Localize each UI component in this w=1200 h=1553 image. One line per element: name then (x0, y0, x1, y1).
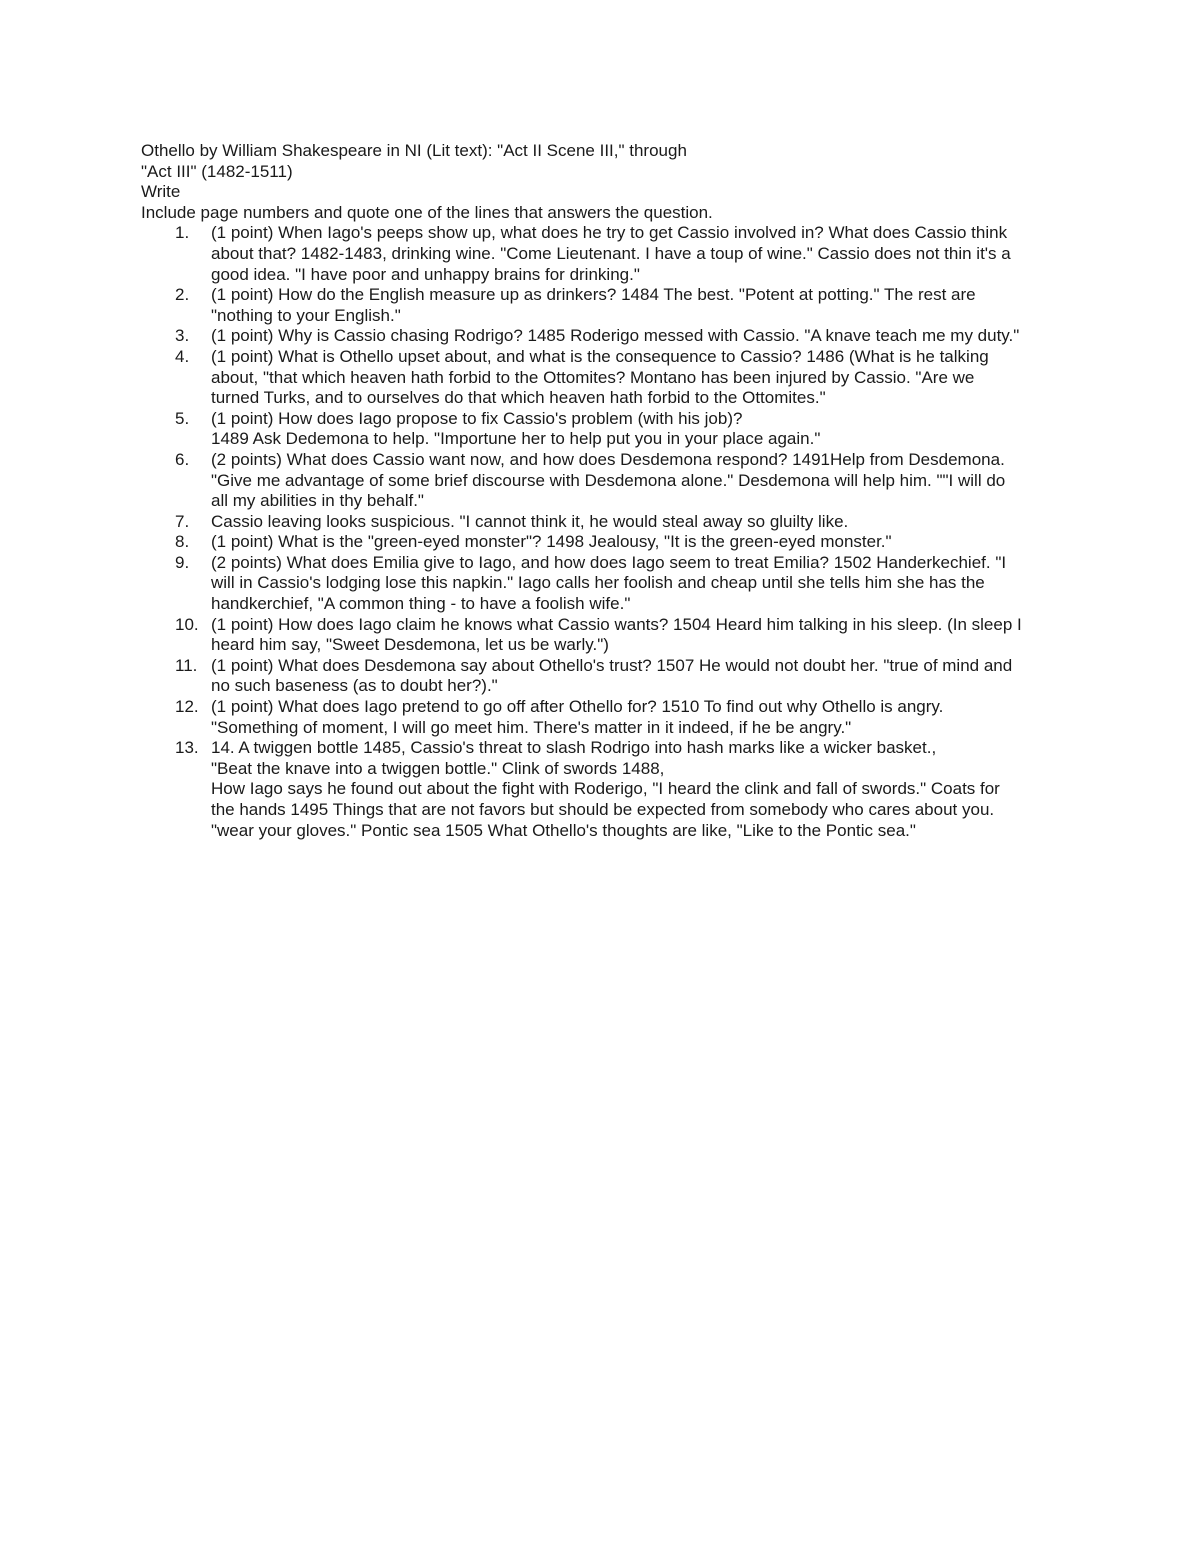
question-text-line: about, "that which heaven hath forbid to the Ottomites? Montano has been injured by Cassio. "Are we (211, 367, 975, 387)
question-text-line: "nothing to your English." (211, 305, 401, 325)
question-text-line: the hands 1495 Things that are not favors but should be expected from somebody who cares about you. (211, 800, 995, 819)
question-item (141, 326, 1071, 347)
question-text-line: "Something of moment, I will go meet him. There's matter in it indeed, if he be angry." (211, 717, 852, 737)
question-list (141, 223, 1071, 841)
question-item (141, 450, 1071, 512)
question-text-line: 14. A twiggen bottle 1485, Cassio's threat to slash Rodrigo into hash marks like a wicker basket., (211, 738, 937, 758)
document-title-line-1: Othello by William Shakespeare in NI (Lit text): "Act II Scene III," through (141, 141, 687, 160)
question-text-line: "Beat the knave into a twiggen bottle." Clink of swords 1488, (211, 758, 665, 778)
question-number: 13. (175, 738, 199, 758)
question-number: 12. (175, 697, 199, 717)
question-text-line: (1 point) What is Othello upset about, and what is the consequence to Cassio? 1486 (What is he talking (211, 346, 989, 366)
document-title-line-2: "Act III" (1482-1511) (141, 161, 293, 181)
question-text-line: no such baseness (as to doubt her?)." (211, 676, 498, 696)
question-item (141, 347, 1071, 409)
question-text-line: about that? 1482-1483, drinking wine. "Come Lieutenant. I have a toup of wine." Cassio does not thin it's a (211, 243, 1011, 263)
question-text-line: How Iago says he found out about the fight with Roderigo, "I heard the clink and fall of swords." Coats for (211, 779, 1000, 799)
question-text-line: (2 points) What does Emilia give to Iago, and how does Iago seem to treat Emilia? 1502 Handerkechief. "I (211, 552, 1007, 572)
question-number: 9. (175, 552, 190, 572)
instructions: Include page numbers and quote one of the lines that answers the question. (141, 202, 713, 222)
question-text-line: good idea. "I have poor and unhappy brains for drinking." (211, 264, 640, 284)
question-text-line: handkerchief, "A common thing - to have a foolish wife." (211, 594, 631, 614)
question-text-line: (1 point) How do the English measure up as drinkers? 1484 The best. "Potent at potting." The rest are (211, 285, 976, 305)
question-item (141, 285, 1071, 326)
question-text-line: Cassio leaving looks suspicious. "I cannot think it, he would steal away so gluilty like. (211, 511, 849, 531)
question-number: 10. (175, 614, 199, 634)
question-text-line: 1489 Ask Dedemona to help. "Importune her to help put you in your place again." (211, 429, 821, 449)
question-item (141, 656, 1071, 697)
question-number: 1. (175, 223, 190, 243)
question-number: 8. (175, 532, 190, 552)
question-number: 2. (175, 285, 190, 305)
question-text-line: (1 point) What does Desdemona say about Othello's trust? 1507 He would not doubt her. "true of mind and (211, 655, 1013, 675)
question-text-line: (1 point) How does Iago claim he knows what Cassio wants? 1504 Heard him talking in his sleep. (In sleep I (211, 614, 1022, 634)
question-item (141, 738, 1071, 841)
question-item (141, 553, 1071, 615)
question-text-line: (1 point) How does Iago propose to fix Cassio's problem (with his job)? (211, 408, 743, 428)
question-text-line: (1 point) Why is Cassio chasing Rodrigo? 1485 Roderigo messed with Cassio. "A knave teach me my duty." (211, 326, 1020, 346)
question-number: 6. (175, 449, 190, 469)
question-text-line: (1 point) When Iago's peeps show up, what does he try to get Cassio involved in? What does Cassio think (211, 223, 1008, 243)
question-item (141, 697, 1071, 738)
question-number: 7. (175, 511, 190, 531)
question-item (141, 532, 1071, 553)
question-item (141, 223, 1071, 285)
question-text-line: (2 points) What does Cassio want now, and how does Desdemona respond? 1491Help from Desdemona. (211, 449, 1005, 469)
question-number: 3. (175, 326, 190, 346)
question-number: 4. (175, 346, 190, 366)
question-number: 11. (175, 655, 198, 675)
question-text-line: all my abilities in thy behalf." (211, 491, 424, 511)
question-item (141, 615, 1071, 656)
document-page (141, 141, 1071, 841)
question-text-line: heard him say, "Sweet Desdemona, let us be warly.") (211, 635, 609, 655)
question-item (141, 512, 1071, 533)
question-item (141, 409, 1071, 450)
question-text-line: (1 point) What is the "green-eyed monster"? 1498 Jealousy, "It is the green-eyed monster." (211, 532, 892, 552)
question-text-line: turned Turks, and to ourselves do that which heaven hath forbid to the Ottomites." (211, 388, 826, 408)
question-text-line: (1 point) What does Iago pretend to go off after Othello for? 1510 To find out why Othello is angry. (211, 697, 944, 717)
question-number: 5. (175, 408, 190, 428)
write-label: Write (141, 182, 181, 202)
question-text-line: will in Cassio's lodging lose this napkin." Iago calls her foolish and cheap until she tells him she has the (211, 573, 985, 593)
question-text-line: "Give me advantage of some brief discourse with Desdemona alone." Desdemona will help him. ""I will do (211, 470, 1006, 490)
question-text-line: "wear your gloves." Pontic sea 1505 What Othello's thoughts are like, "Like to the Pontic sea." (211, 820, 916, 840)
